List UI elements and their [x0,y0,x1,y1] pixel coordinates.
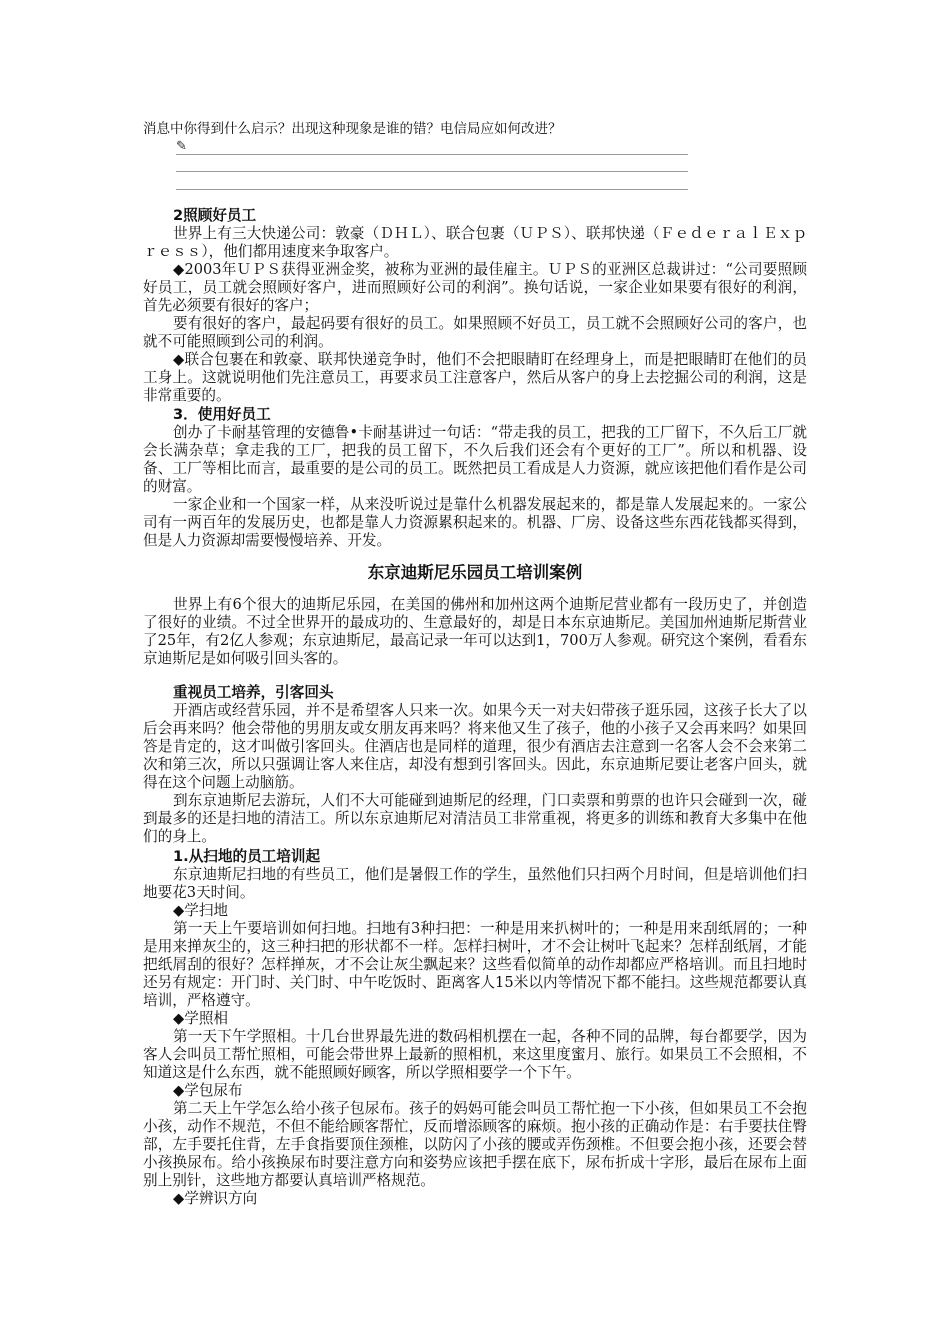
bullet-heading: ◆学包尿布 [173,1082,243,1099]
paragraph: 到东京迪斯尼去游玩，人们不大可能碰到迪斯尼的经理，门口卖票和剪票的也许只会碰到一次，碰到最多的还是扫地的清洁工。所以东京迪斯尼对清洁员工非常重视，将更多的训练和教育大多集中在他们的身上。 [143,792,807,845]
paragraph: 第二天上午学怎么给小孩子包尿布。孩子的妈妈可能会叫员工帮忙抱一下小孩，但如果员工不会抱小孩，动作不规范，不但不能给顾客帮忙，反而增添顾客的麻烦。抱小孩的正确动作是：右手要扶住臀部，左手要托住背，左手食指要顶住颈椎，以防闪了小孩的腰或弄伤颈椎。不但要会抱小孩，还要会替小孩换尿布。给小孩换尿布时要注意方向和姿势应该把手摆在底下，尿布折成十字形，最后在尿布上面别上别针，这些地方都要认真培训严格规范。 [143,1100,807,1189]
case-title: 东京迪斯尼乐园员工培训案例 [367,563,583,582]
paragraph: 要有很好的客户，最起码要有很好的员工。如果照顾不好员工，员工就不会照顾好公司的客户，也就不可能照顾到公司的利润。 [143,315,807,350]
paragraph: 一家企业和一个国家一样，从来没听说过是靠什么机器发展起来的，都是靠人发展起来的。一家公司有一两百年的发展历史，也都是靠人力资源累积起来的。机器、厂房、设备这些东西花钱都买得到，但是人力资源却需要慢慢培养、开发。 [143,496,807,549]
section-heading: 3．使用好员工 [173,406,271,423]
paragraph: ◆联合包裹在和敦豪、联邦快递竞争时，他们不会把眼睛盯在经理身上，而是把眼睛盯在他们的员工身上。这就说明他们先注意员工，再要求员工注意客户，然后从客户的身上去挖掘公司的利润，这是非常重要的。 [143,351,807,404]
bullet-heading: ◆学辨识方向 [173,1190,258,1207]
case-section [143,562,807,846]
paragraph: 第一天上午要培训如何扫地。扫地有3种扫把：一种是用来扒树叶的；一种是用来刮纸屑的；一种是用来掸灰尘的，这三种扫把的形状都不一样。怎样扫树叶，才不会让树叶飞起来？怎样刮纸屑，才能把纸屑刮的很好？怎样掸灰，才不会让灰尘飘起来？这些看似简单的动作却都应严格培训。而且扫地时还另有规定：开门时、关门时、中午吃饭时、距离客人15米以内等情况下都不能扫。这些规范都要认真培训，严格遵守。 [143,920,807,1009]
paragraph: 世界上有三大快递公司：敦豪（ＤＨＬ）、联合包裹（ＵＰＳ）、联邦快递（ＦｅｄｅｒａｌＥｘｐｒｅｓｓ），他们都用速度来争取客户。 [143,225,807,260]
bullet-heading: ◆学照相 [173,1010,229,1027]
section-care-employees [143,207,807,405]
pencil-icon: ✎ [176,139,187,154]
section-heading: 2照顾好员工 [173,207,257,224]
answer-line-3 [176,189,688,190]
section-cleaner-training [143,848,807,1208]
section-use-employees [143,406,807,550]
paragraph: 开酒店或经营乐园，并不是希望客人只来一次。如果今天一对夫妇带孩子逛乐园，这孩子长大了以后会再来吗？他会带他的男朋友或女朋友再来吗？将来他又生了孩子，他的小孩子又会再来吗？如果回答是肯定的，这才叫做引客回头。住酒店也是同样的道理，很少有酒店去注意到一名客人会不会来第二次和第三次，所以只强调让客人来住店，却没有想到引客回头。因此，东京迪斯尼要让老客户回头，就得在这个问题上动脑筋。 [143,702,807,791]
question-text: 消息中你得到什么启示？出现这种现象是谁的错？电信局应如何改进？ [143,121,562,137]
paragraph: 第一天下午学照相。十几台世界最先进的数码相机摆在一起，各种不同的品牌，每台都要学，因为客人会叫员工帮忙照相，可能会带世界上最新的照相机，来这里度蜜月、旅行。如果员工不会照相，不知道这是什么东西，就不能照顾好顾客，所以学照相要学一个下午。 [143,1028,807,1081]
answer-line-2 [176,171,688,172]
paragraph: 创办了卡耐基管理的安德鲁•卡耐基讲过一句话：“带走我的员工，把我的工厂留下，不久后工厂就会长满杂草；拿走我的工厂，把我的员工留下，不久后我们还会有个更好的工厂”。所以和机器、设备、工厂等相比而言，最重要的是公司的员工。既然把员工看成是人力资源，就应该把他们看作是公司的财富。 [143,424,807,495]
paragraph: 东京迪斯尼扫地的有些员工，他们是暑假工作的学生，虽然他们只扫两个月时间，但是培训他们扫地要花3天时间。 [143,866,807,901]
bullet-heading: ◆学扫地 [173,902,229,919]
answer-line-1 [176,154,688,155]
section-heading: 重视员工培养，引客回头 [173,684,334,701]
paragraph: 世界上有6个很大的迪斯尼乐园，在美国的佛州和加州这两个迪斯尼营业都有一段历史了，并创造了很好的业绩。不过全世界开的最成功的、生意最好的，却是日本东京迪斯尼。美国加州迪斯尼斯营业了25年，有2亿人参观；东京迪斯尼，最高记录一年可以达到1，700万人参观。研究这个案例，看看东京迪斯尼是如何吸引回头客的。 [143,596,807,667]
paragraph: ◆2003年ＵＰＳ获得亚洲金奖，被称为亚洲的最佳雇主。ＵＰＳ的亚洲区总裁讲过：“公司要照顾好员工，员工就会照顾好客户，进而照顾好公司的利润”。换句话说，一家企业如果要有很好的利润，首先必须要有很好的客户； [143,261,807,314]
section-heading: 1.从扫地的员工培训起 [173,848,321,865]
